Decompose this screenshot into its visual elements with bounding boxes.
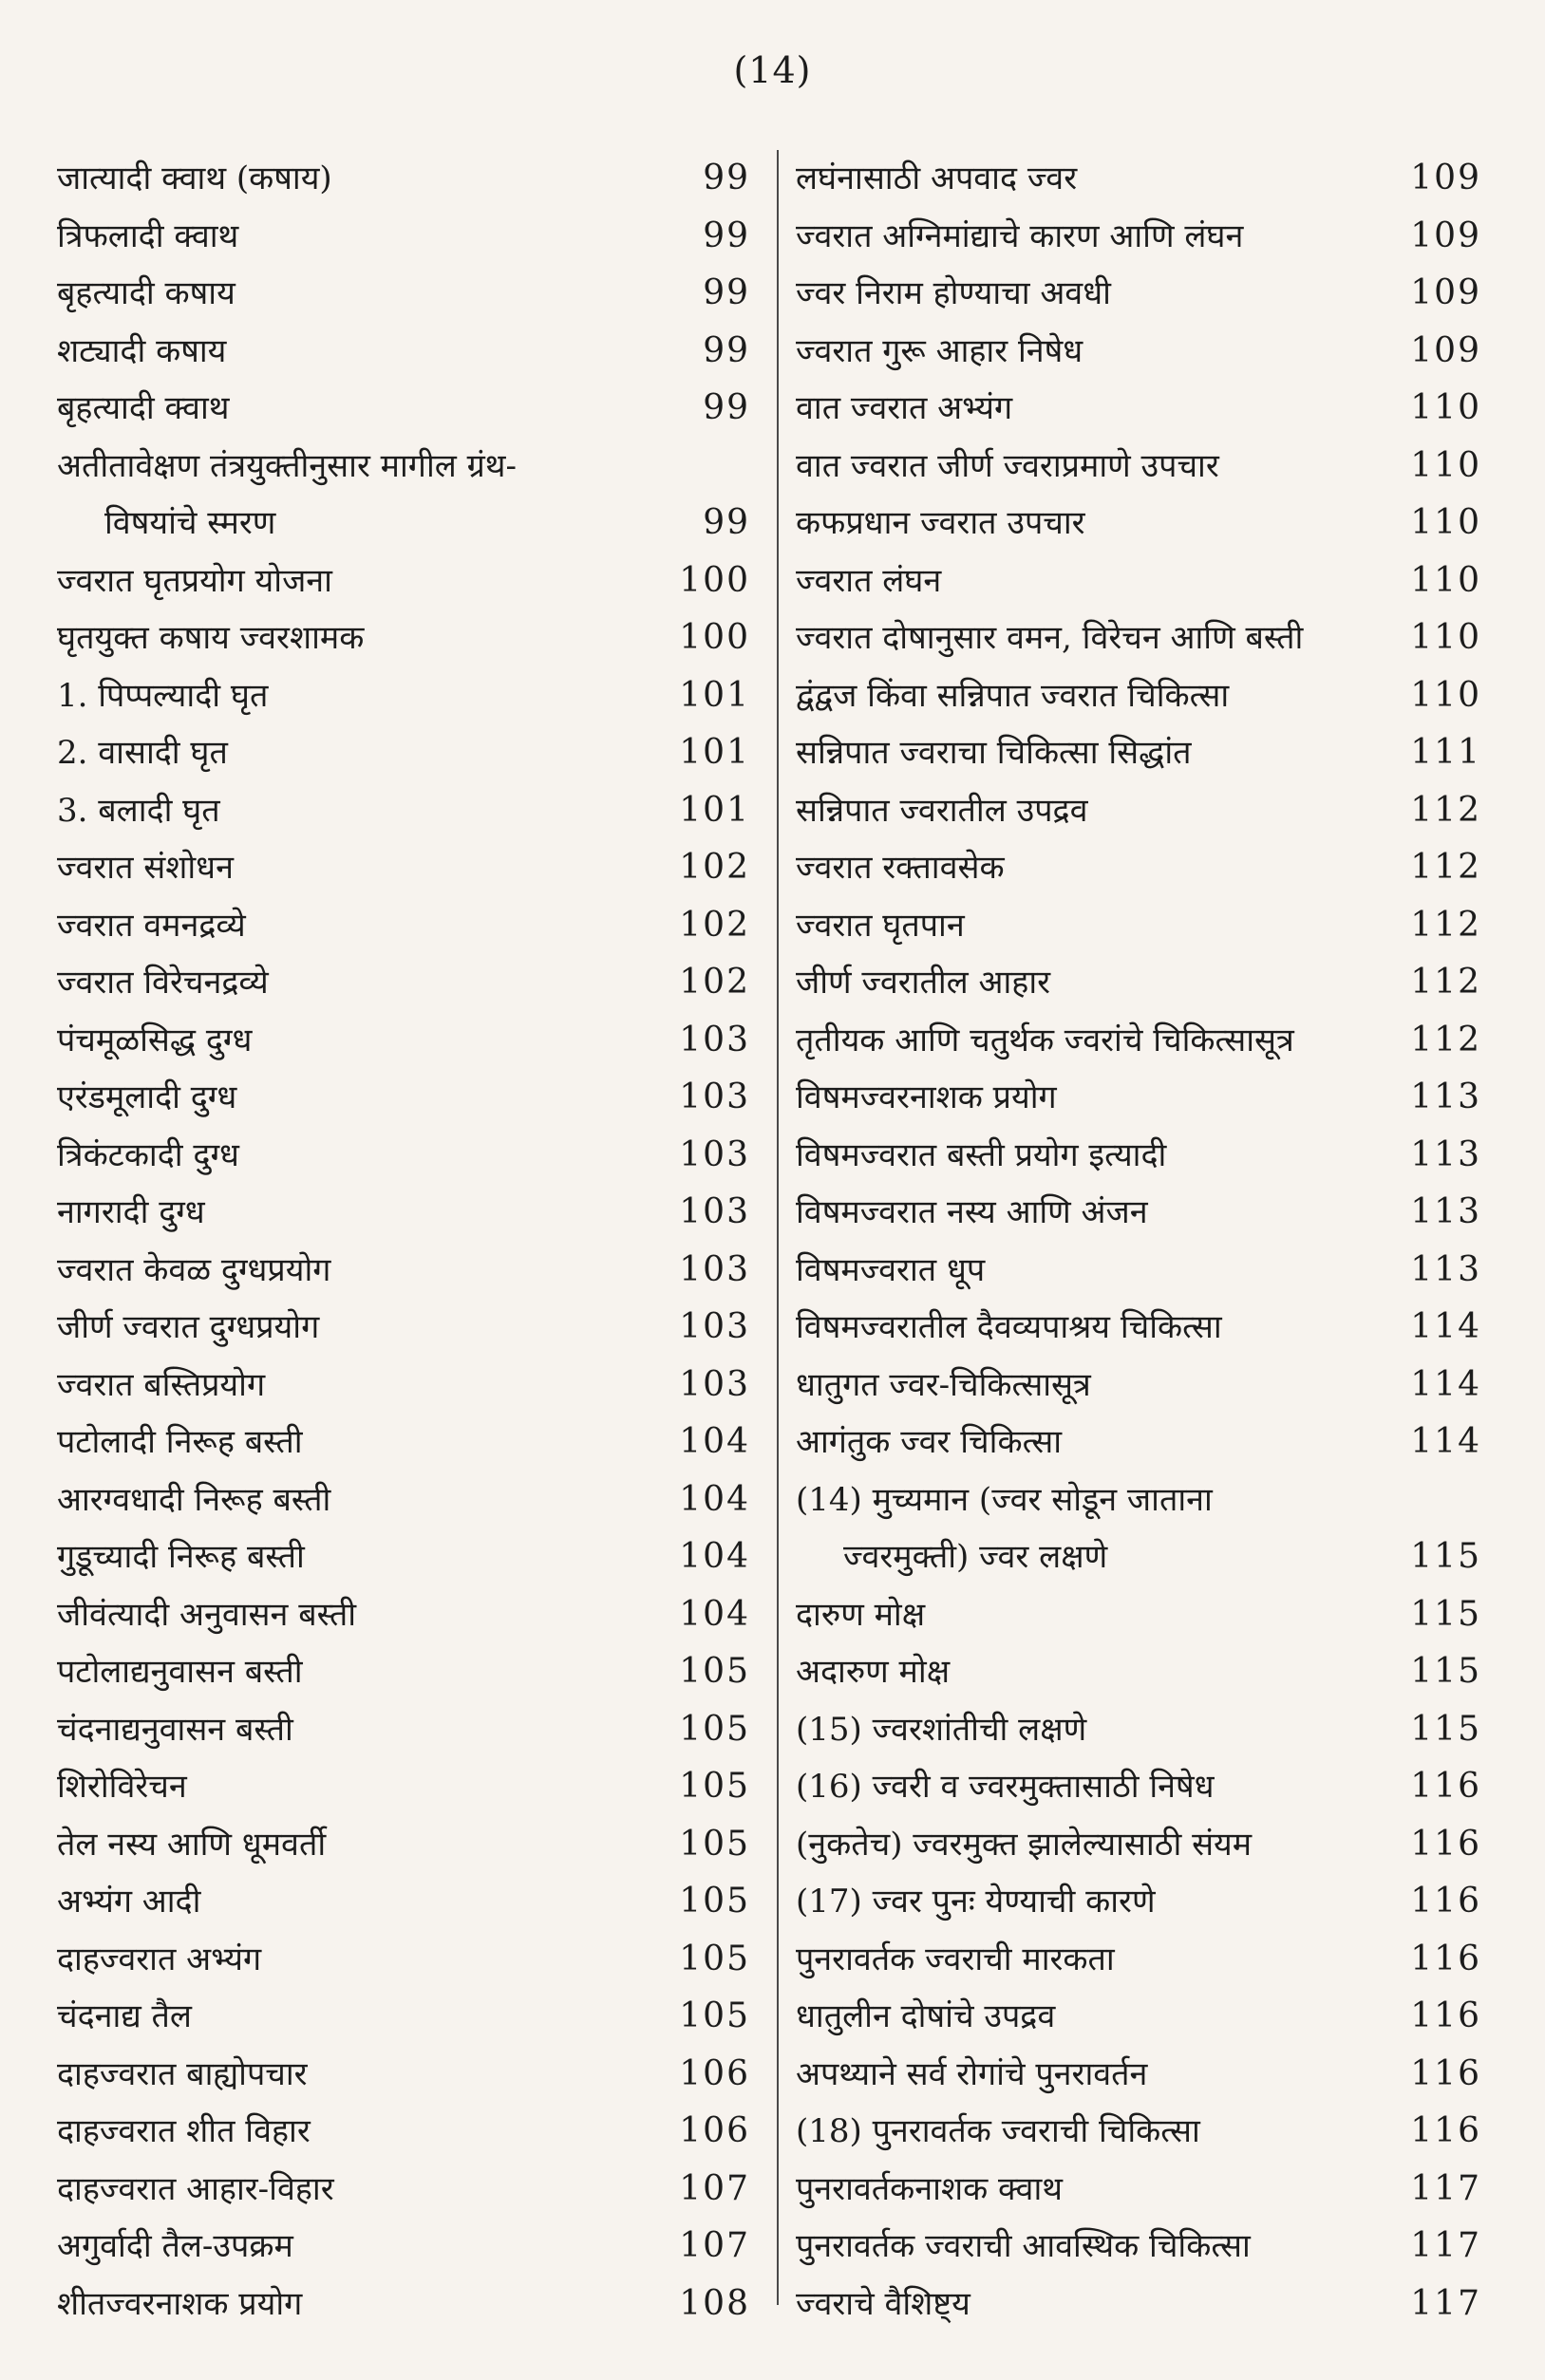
toc-entry-page: 105	[679, 1652, 750, 1691]
toc-entry-title: जीर्ण ज्वरात दुग्धप्रयोग	[57, 1308, 320, 1346]
toc-entry-title: 3. बलादी घृत	[57, 791, 220, 830]
toc-entry-title: अतीतावेक्षण तंत्रयुक्तीनुसार मागील ग्रंथ-	[57, 446, 518, 485]
toc-entry-page: 116	[1410, 1996, 1481, 2035]
toc-entry-title: बृहत्यादी कषाय	[57, 274, 236, 312]
toc-entry	[796, 2161, 1481, 2219]
toc-entry-title: जीवंत्यादी अनुवासन बस्ती	[57, 1595, 357, 1634]
toc-entry	[796, 1471, 1481, 1529]
toc-entry-page: 115	[1410, 1537, 1481, 1576]
toc-entry	[57, 1816, 750, 1874]
toc-entry-title: कफप्रधान ज्वरात उपचार	[796, 504, 1085, 542]
toc-entry-title: जीर्ण ज्वरातील आहार	[796, 964, 1051, 1002]
toc-entry	[796, 1931, 1481, 1989]
toc-entry	[796, 1012, 1481, 1070]
toc-entry-page: 104	[679, 1422, 750, 1461]
toc-entry-page: 99	[703, 330, 750, 370]
toc-entry-page: 110	[1410, 560, 1481, 600]
toc-entry	[57, 1701, 750, 1759]
toc-entry-title: ज्वराचे वैशिष्ट्य	[796, 2284, 970, 2323]
toc-entry	[57, 323, 750, 381]
toc-entry-page: 115	[1410, 1652, 1481, 1691]
toc-entry	[57, 1184, 750, 1242]
toc-entry	[57, 667, 750, 725]
toc-entry-title: विषयांचे स्मरण	[104, 504, 276, 542]
toc-entry	[796, 1414, 1481, 1471]
toc-entry-title: जात्यादी क्वाथ (कषाय)	[57, 159, 332, 197]
toc-entry-page: 111	[1410, 733, 1481, 772]
toc-entry-title: ज्वरात विरेचनद्रव्ये	[57, 964, 269, 1002]
toc-entry-page: 113	[1410, 1078, 1481, 1116]
toc-entry	[796, 1299, 1481, 1357]
toc-entry	[796, 323, 1481, 381]
toc-entry-title: ज्वरात लंघन	[796, 561, 942, 600]
toc-entry-title: धातुलीन दोषांचे उपद्रव	[796, 1997, 1056, 2035]
toc-entry	[796, 1184, 1481, 1242]
toc-entry	[796, 954, 1481, 1012]
toc-entry	[57, 1758, 750, 1816]
toc-entry-page: 114	[1410, 1422, 1481, 1461]
toc-entry-title: (17) ज्वर पुनः येण्याची कारणे	[796, 1883, 1156, 1921]
toc-entry	[57, 2103, 750, 2161]
toc-entry-title: अदारुण मोक्ष	[796, 1653, 951, 1691]
toc-entry-page: 105	[679, 1709, 750, 1749]
toc-entry	[57, 1931, 750, 1989]
toc-entry-title: लघंनासाठी अपवाद ज्वर	[796, 159, 1078, 197]
toc-entry-page: 101	[679, 733, 750, 772]
toc-entry-title: तृतीयक आणि चतुर्थक ज्वरांचे चिकित्सासूत्र	[796, 1021, 1294, 1059]
toc-entry-page: 117	[1410, 2226, 1481, 2265]
toc-entry-page: 116	[1410, 2053, 1481, 2093]
toc-entry-page: 115	[1410, 1709, 1481, 1749]
toc-entry-title: पुनरावर्तक ज्वराची आवस्थिक चिकित्सा	[796, 2227, 1251, 2265]
toc-entry	[57, 265, 750, 323]
toc-entry-page: 107	[679, 2168, 750, 2208]
toc-entry-title: तेल नस्य आणि धूमवर्ती	[57, 1825, 327, 1864]
toc-entry-page: 117	[1410, 2168, 1481, 2208]
toc-entry	[796, 667, 1481, 725]
toc-entry	[796, 1758, 1481, 1816]
toc-entry-page: 113	[1410, 1134, 1481, 1174]
toc-entry	[57, 1012, 750, 1070]
toc-entry-title: (18) पुनरावर्तक ज्वराची चिकित्सा	[796, 2112, 1200, 2150]
toc-entry-title: विषमज्वरात धूप	[796, 1250, 986, 1289]
toc-entry-page: 104	[679, 1594, 750, 1634]
toc-entry-page: 112	[1410, 1020, 1481, 1059]
toc-entry-title: पटोलाद्यनुवासन बस्ती	[57, 1653, 303, 1691]
toc-entry-page: 106	[679, 2053, 750, 2093]
toc-entry	[796, 1701, 1481, 1759]
toc-entry	[796, 1242, 1481, 1300]
toc-entry-page: 101	[679, 790, 750, 830]
toc-entry-page: 105	[679, 1996, 750, 2035]
toc-entry	[57, 1127, 750, 1185]
toc-entry-page: 103	[679, 1249, 750, 1289]
toc-entry-page: 102	[679, 963, 750, 1002]
toc-entry-page: 103	[679, 1307, 750, 1346]
toc-entry-page: 108	[679, 2283, 750, 2323]
toc-entry	[57, 2218, 750, 2276]
toc-entry-title: शट्यादी कषाय	[57, 331, 227, 370]
toc-entry-title: दाहज्वरात आहार-विहार	[57, 2169, 334, 2208]
toc-entry	[57, 380, 750, 438]
toc-entry-page: 99	[703, 503, 750, 542]
toc-entry	[57, 1299, 750, 1357]
toc-entry-page: 117	[1410, 2283, 1481, 2323]
toc-entry-page: 104	[679, 1479, 750, 1519]
toc-entry	[796, 2046, 1481, 2104]
toc-entry-title: बृहत्यादी क्वाथ	[57, 389, 230, 427]
toc-entry-page: 101	[679, 675, 750, 715]
toc-entry-title: (15) ज्वरशांतीची लक्षणे	[796, 1710, 1087, 1749]
toc-entry-title: दाहज्वरात बाह्योपचार	[57, 2054, 308, 2093]
toc-entry-page: 113	[1410, 1192, 1481, 1231]
toc-entry	[796, 265, 1481, 323]
toc-entry-page: 116	[1410, 1939, 1481, 1978]
toc-entry-page: 103	[679, 1192, 750, 1231]
toc-entry-title: ज्वरात वमनद्रव्ये	[57, 906, 246, 945]
toc-entry	[57, 782, 750, 840]
toc-entry-page: 99	[703, 159, 750, 197]
toc-entry	[796, 208, 1481, 266]
toc-entry-title: विषमज्वरातील दैवव्यपाश्रय चिकित्सा	[796, 1308, 1222, 1346]
toc-entry-title: ज्वरात घृतपान	[796, 906, 965, 945]
toc-entry	[796, 1127, 1481, 1185]
toc-entry-title: पंचमूळसिद्ध दुग्ध	[57, 1021, 253, 1059]
toc-entry-page: 110	[1410, 618, 1481, 657]
toc-entry	[57, 724, 750, 782]
toc-entry-page: 114	[1410, 1364, 1481, 1404]
toc-entry	[796, 839, 1481, 897]
toc-entry-page: 116	[1410, 1882, 1481, 1921]
toc-entry-title: चंदनाद्य तैल	[57, 1997, 192, 2035]
toc-entry-title: नागरादी दुग्ध	[57, 1193, 205, 1231]
toc-entry-page: 99	[703, 273, 750, 312]
toc-entry-title: त्रिफलादी क्वाथ	[57, 216, 239, 255]
toc-entry	[796, 1069, 1481, 1127]
toc-entry-title: आरग्वधादी निरूह बस्ती	[57, 1480, 331, 1519]
toc-entry-page: 113	[1410, 1249, 1481, 1289]
toc-entry-title: 1. पिप्पल्यादी घृत	[57, 676, 269, 715]
toc-entry-title: दारुण मोक्ष	[796, 1595, 926, 1634]
toc-entry-title: ज्वरात दोषानुसार वमन, विरेचन आणि बस्ती	[796, 619, 1304, 657]
toc-entry-page: 103	[679, 1078, 750, 1116]
toc-entry-page: 99	[703, 388, 750, 427]
toc-entry-page: 110	[1410, 675, 1481, 715]
toc-entry-page: 110	[1410, 503, 1481, 542]
toc-right-column	[796, 150, 1481, 2333]
toc-entry-title: (16) ज्वरी व ज्वरमुक्तासाठी निषेध	[796, 1768, 1215, 1806]
toc-entry	[57, 438, 750, 496]
toc-entry-title: घृतयुक्त कषाय ज्वरशामक	[57, 619, 365, 657]
toc-entry-title: विषमज्वरात नस्य आणि अंजन	[796, 1193, 1148, 1231]
toc-entry-page: 109	[1410, 330, 1481, 370]
toc-entry-page: 116	[1410, 2111, 1481, 2150]
toc-entry	[796, 495, 1481, 553]
toc-entry	[57, 1643, 750, 1701]
toc-left-column	[57, 150, 750, 2333]
toc-entry	[796, 1357, 1481, 1415]
toc-entry-title: सन्निपात ज्वरातील उपद्रव	[796, 791, 1088, 830]
toc-entry	[57, 839, 750, 897]
toc-entry	[796, 1988, 1481, 2046]
toc-entry-page: 112	[1410, 963, 1481, 1002]
toc-entry-title: त्रिकंटकादी दुग्ध	[57, 1135, 239, 1174]
toc-entry-title: अगुर्वादी तैल-उपक्रम	[57, 2227, 293, 2265]
toc-entry	[57, 1242, 750, 1300]
toc-entry-title: शीतज्वरनाशक प्रयोग	[57, 2284, 303, 2323]
toc-entry-page: 114	[1410, 1307, 1481, 1346]
toc-entry	[57, 1586, 750, 1644]
toc-entry-page: 116	[1410, 1767, 1481, 1806]
toc-entry	[796, 150, 1481, 208]
toc-entry-page: 106	[679, 2111, 750, 2150]
column-divider	[777, 150, 779, 2305]
toc-entry-title: (नुकतेच) ज्वरमुक्त झालेल्यासाठी संयम	[796, 1825, 1253, 1864]
toc-entry	[57, 1873, 750, 1931]
toc-entry-title: चंदनाद्यनुवासन बस्ती	[57, 1710, 293, 1749]
toc-entry-title: विषमज्वरात बस्ती प्रयोग इत्यादी	[796, 1135, 1167, 1174]
toc-entry-page: 109	[1410, 159, 1481, 197]
toc-entry-title: ज्वरात घृतप्रयोग योजना	[57, 561, 332, 600]
toc-entry	[57, 1069, 750, 1127]
toc-entry-page: 103	[679, 1364, 750, 1404]
toc-entry-title: वात ज्वरात जीर्ण ज्वराप्रमाणे उपचार	[796, 446, 1219, 485]
toc-entry	[57, 2046, 750, 2104]
toc-entry-page: 112	[1410, 790, 1481, 830]
toc-entry	[796, 1816, 1481, 1874]
toc-entry-page: 112	[1410, 848, 1481, 887]
toc-entry-title: आगंतुक ज्वर चिकित्सा	[796, 1423, 1063, 1461]
toc-entry-title: ज्वरात रक्तावसेक	[796, 849, 1005, 887]
toc-entry-title: ज्वरात गुरू आहार निषेध	[796, 331, 1083, 370]
toc-entry-title: ज्वरमुक्ती) ज्वर लक्षणे	[843, 1538, 1108, 1576]
toc-entry	[57, 150, 750, 208]
toc-entry-title: (14) मुच्यमान (ज्वर सोडून जाताना	[796, 1480, 1213, 1519]
toc-entry	[57, 2161, 750, 2219]
toc-entry-title: अभ्यंग आदी	[57, 1883, 201, 1921]
toc-entry-title: द्वंद्वज किंवा सन्निपात ज्वरात चिकित्सा	[796, 676, 1230, 715]
toc-entry	[796, 1528, 1481, 1586]
toc-entry-page: 112	[1410, 905, 1481, 945]
toc-entry-page: 116	[1410, 1824, 1481, 1864]
toc-entry-title: दाहज्वरात शीत विहार	[57, 2112, 311, 2150]
toc-entry-title: दाहज्वरात अभ्यंग	[57, 1940, 262, 1978]
toc-entry-page: 103	[679, 1134, 750, 1174]
toc-entry-page: 103	[679, 1020, 750, 1059]
toc-entry-title: धातुगत ज्वर-चिकित्सासूत्र	[796, 1365, 1091, 1404]
toc-entry-title: ज्वर निराम होण्याचा अवधी	[796, 274, 1111, 312]
toc-entry	[57, 1414, 750, 1471]
toc-entry	[57, 1528, 750, 1586]
toc-entry-title: एरंडमूलादी दुग्ध	[57, 1078, 237, 1116]
toc-entry-page: 105	[679, 1824, 750, 1864]
toc-entry-title: शिरोविरेचन	[57, 1768, 187, 1806]
toc-entry	[796, 553, 1481, 610]
toc-entry	[796, 2276, 1481, 2333]
toc-entry-page: 110	[1410, 388, 1481, 427]
toc-entry-title: ज्वरात संशोधन	[57, 849, 234, 887]
toc-entry-page: 102	[679, 905, 750, 945]
toc-entry	[796, 2218, 1481, 2276]
toc-entry	[57, 495, 750, 553]
toc-entry	[796, 380, 1481, 438]
toc-entry-title: अपथ्याने सर्व रोगांचे पुनरावर्तन	[796, 2054, 1148, 2093]
toc-entry	[796, 438, 1481, 496]
page-number: (14)	[733, 49, 812, 91]
toc-entry	[57, 1357, 750, 1415]
toc-entry	[57, 208, 750, 266]
toc-entry-page: 102	[679, 848, 750, 887]
toc-entry-title: ज्वरात अग्निमांद्याचे कारण आणि लंघन	[796, 216, 1244, 255]
toc-entry	[796, 897, 1481, 955]
toc-entry-page: 107	[679, 2226, 750, 2265]
toc-entry	[796, 2103, 1481, 2161]
toc-entry	[796, 724, 1481, 782]
toc-entry-page: 109	[1410, 216, 1481, 255]
toc-entry-title: पुनरावर्तकनाशक क्वाथ	[796, 2169, 1063, 2208]
toc-entry-page: 110	[1410, 445, 1481, 485]
toc-entry-title: वात ज्वरात अभ्यंग	[796, 389, 1013, 427]
toc-entry-title: पुनरावर्तक ज्वराची मारकता	[796, 1940, 1115, 1978]
toc-entry	[57, 609, 750, 667]
toc-entry-title: गुडूच्यादी निरूह बस्ती	[57, 1538, 305, 1576]
toc-entry	[57, 1471, 750, 1529]
toc-entry	[796, 609, 1481, 667]
toc-entry	[796, 1873, 1481, 1931]
toc-entry	[57, 2276, 750, 2333]
toc-entry-page: 100	[679, 618, 750, 657]
toc-entry	[57, 553, 750, 610]
toc-entry-title: ज्वरात बस्तिप्रयोग	[57, 1365, 266, 1404]
toc-entry-page: 105	[679, 1939, 750, 1978]
toc-entry	[57, 897, 750, 955]
toc-entry-title: सन्निपात ज्वराचा चिकित्सा सिद्धांत	[796, 734, 1192, 772]
toc-entry	[796, 1643, 1481, 1701]
toc-entry-page: 100	[679, 560, 750, 600]
toc-entry-page: 104	[679, 1537, 750, 1576]
toc-entry-page: 105	[679, 1767, 750, 1806]
toc-entry-title: विषमज्वरनाशक प्रयोग	[796, 1078, 1057, 1116]
toc-entry	[57, 1988, 750, 2046]
toc-entry-title: 2. वासादी घृत	[57, 734, 228, 772]
toc-entry-title: पटोलादी निरूह बस्ती	[57, 1423, 303, 1461]
toc-entry-page: 99	[703, 216, 750, 255]
toc-entry-page: 105	[679, 1882, 750, 1921]
toc-entry	[796, 1586, 1481, 1644]
toc-entry	[796, 782, 1481, 840]
toc-entry	[57, 954, 750, 1012]
toc-entry-page: 115	[1410, 1594, 1481, 1634]
toc-entry-title: ज्वरात केवळ दुग्धप्रयोग	[57, 1250, 331, 1289]
toc-entry-page: 109	[1410, 273, 1481, 312]
